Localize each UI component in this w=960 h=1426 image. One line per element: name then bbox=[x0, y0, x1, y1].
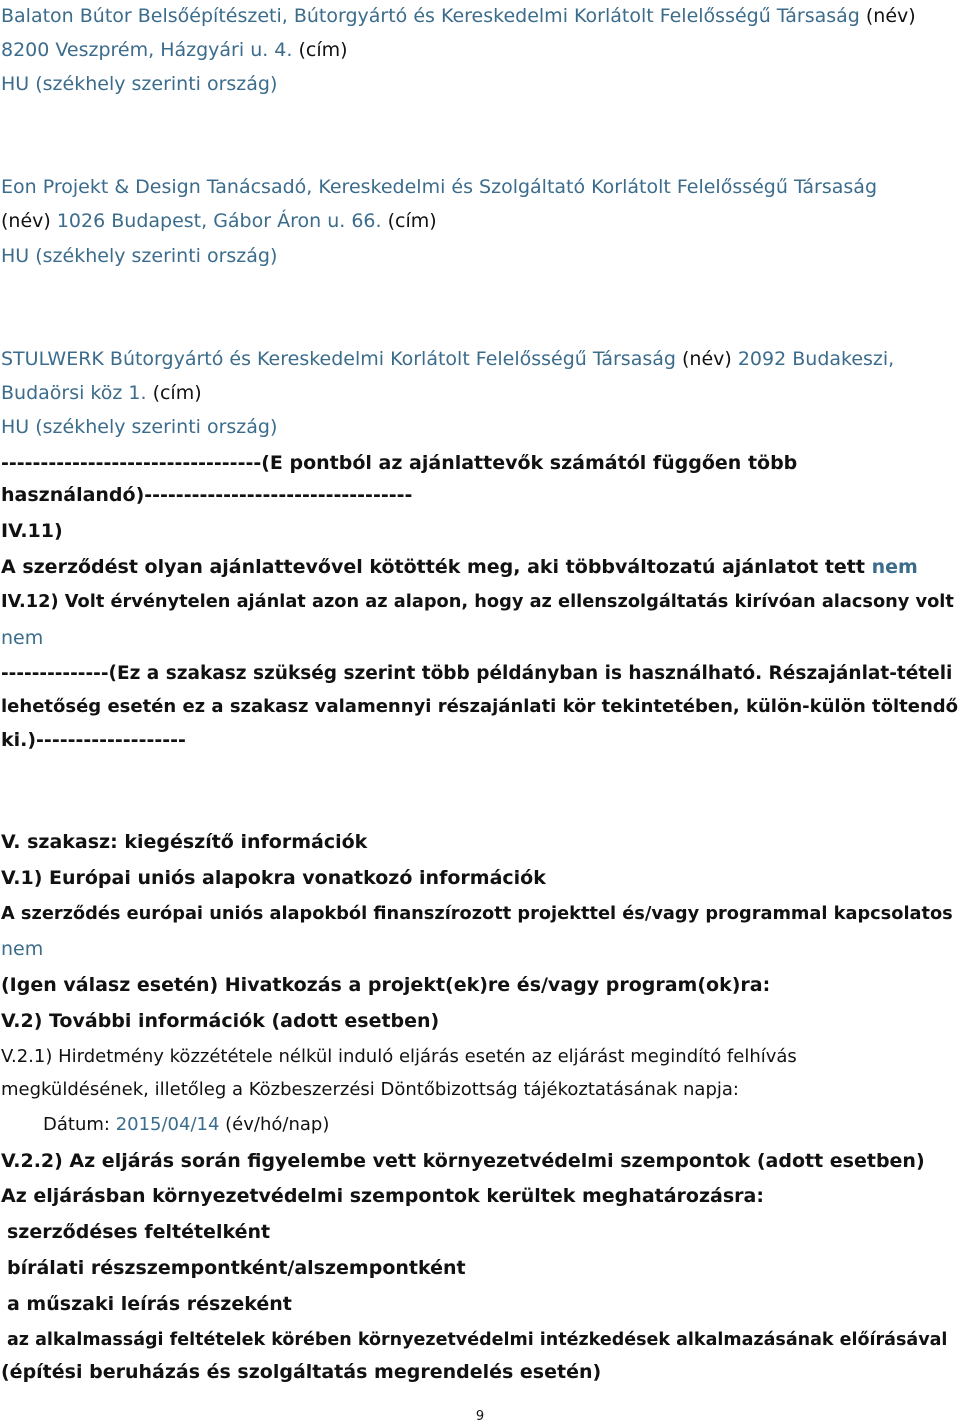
variant-offer-question-text: A szerződést olyan ajánlattevővel kötötték meg, aki többváltozatú ajánlatot tett bbox=[1, 556, 872, 578]
section-iv-12-question: IV.12) Volt érvénytelen ajánlat azon az alapon, hogy az ellenszolgáltatás kirívóan alacsony volt bbox=[1, 592, 954, 612]
variant-offer-question bbox=[1, 555, 918, 579]
date-format-label: (év/hó/nap) bbox=[219, 1114, 330, 1135]
section-v22-heading: V.2.2) Az eljárás során figyelembe vett környezetvédelmi szempontok (adott esetben) bbox=[1, 1150, 925, 1172]
winner-3-name-label: (név) bbox=[675, 348, 738, 370]
winner-3-address-value-part2: Budaörsi köz 1. bbox=[1, 382, 147, 404]
section-iv-12-answer: nem bbox=[1, 627, 44, 649]
winner-3-country bbox=[1, 415, 277, 439]
multi-copy-note-1: --------------(Ez a szakasz szükség szerint több példányban is használható. Részajánlat-tételi bbox=[1, 663, 953, 684]
eu-funds-answer: nem bbox=[1, 938, 44, 960]
date-label: Dátum: bbox=[43, 1114, 116, 1135]
section-v21-text-2: megküldésének, illetőleg a Közbeszerzési Döntőbizottság tájékoztatásának napja: bbox=[1, 1079, 739, 1100]
winner-3-name bbox=[1, 347, 894, 371]
env-criteria-item-suitability: az alkalmassági feltételek körében környezetvédelmi intézkedések alkalmazásának előírásával bbox=[7, 1330, 948, 1350]
eu-funds-question: A szerződés európai uniós alapokból finanszírozott projekttel és/vagy programmal kapcsolatos bbox=[1, 904, 953, 924]
winner-1-country-label: (székhely szerinti ország) bbox=[29, 73, 278, 95]
env-criteria-item-evaluation: bírálati részszempontként/alszempontként bbox=[7, 1257, 466, 1279]
multi-copy-note-3: ki.)------------------- bbox=[1, 729, 186, 751]
winner-1-address-value: 8200 Veszprém, Házgyári u. 4. bbox=[1, 39, 293, 61]
winner-2-country-label: (székhely szerinti ország) bbox=[29, 245, 278, 267]
winner-1-country-value: HU bbox=[1, 73, 30, 95]
winner-1-address-label: (cím) bbox=[292, 39, 348, 61]
separator-note-2: használandó)---------------------------------- bbox=[1, 484, 413, 506]
section-v2-heading: V.2) További információk (adott esetben) bbox=[1, 1010, 440, 1032]
winner-1-address bbox=[1, 38, 348, 62]
winner-2-country bbox=[1, 244, 277, 268]
section-iv-11-heading: IV.11) bbox=[1, 520, 63, 542]
env-criteria-item-suitability-cont: (építési beruházás és szolgáltatás megrendelés esetén) bbox=[1, 1361, 602, 1383]
section-v21-text-1: V.2.1) Hirdetmény közzététele nélkül induló eljárás esetén az eljárást megindító felhívás bbox=[1, 1046, 797, 1067]
env-criteria-question: Az eljárásban környezetvédelmi szempontok kerültek meghatározásra: bbox=[1, 1185, 764, 1207]
winner-1-country bbox=[1, 72, 277, 96]
winner-2-address-value: 1026 Budapest, Gábor Áron u. 66. bbox=[56, 210, 382, 232]
winner-3-address-value-part1: 2092 Budakeszi, bbox=[737, 348, 895, 370]
winner-2-name-value: Eon Projekt & Design Tanácsadó, Kereskedelmi és Szolgáltató Korlátolt Felelősségű Társaság bbox=[1, 176, 878, 198]
variant-offer-answer: nem bbox=[871, 556, 918, 578]
section-v-heading: V. szakasz: kiegészítő információk bbox=[1, 831, 368, 853]
winner-3-address-label: (cím) bbox=[146, 382, 202, 404]
winner-2-name bbox=[1, 175, 877, 199]
winner-1-name-label: (név) bbox=[859, 5, 916, 27]
winner-3-country-label: (székhely szerinti ország) bbox=[29, 416, 278, 438]
section-v1-heading: V.1) Európai uniós alapokra vonatkozó információk bbox=[1, 867, 546, 889]
winner-2-name-label: (név) bbox=[1, 210, 57, 232]
winner-3-name-value: STULWERK Bútorgyártó és Kereskedelmi Korlátolt Felelősségű Társaság bbox=[1, 348, 676, 370]
multi-copy-note-2: lehetőség esetén ez a szakasz valamennyi részajánlati kör tekintetében, külön-külön töltendő bbox=[1, 696, 959, 717]
date-line bbox=[43, 1113, 329, 1137]
project-reference-label: (Igen válasz esetén) Hivatkozás a projekt(ek)re és/vagy program(ok)ra: bbox=[1, 974, 771, 996]
winner-2-country-value: HU bbox=[1, 245, 30, 267]
winner-3-address bbox=[1, 381, 202, 405]
winner-1-name-value: Balaton Bútor Belsőépítészeti, Bútorgyártó és Kereskedelmi Korlátolt Felelősségű Társaság bbox=[1, 5, 860, 27]
date-value: 2015/04/14 bbox=[115, 1114, 220, 1135]
winner-1-name bbox=[1, 4, 916, 28]
page-number: 9 bbox=[475, 1409, 485, 1424]
separator-note-1: ---------------------------------(E pontból az ajánlattevők számától függően több bbox=[1, 452, 798, 474]
env-criteria-item-contract: szerződéses feltételként bbox=[7, 1221, 271, 1243]
winner-3-country-value: HU bbox=[1, 416, 30, 438]
winner-2-address-label: (cím) bbox=[381, 210, 437, 232]
winner-2-address bbox=[1, 209, 437, 233]
env-criteria-item-technical: a műszaki leírás részeként bbox=[7, 1293, 292, 1315]
